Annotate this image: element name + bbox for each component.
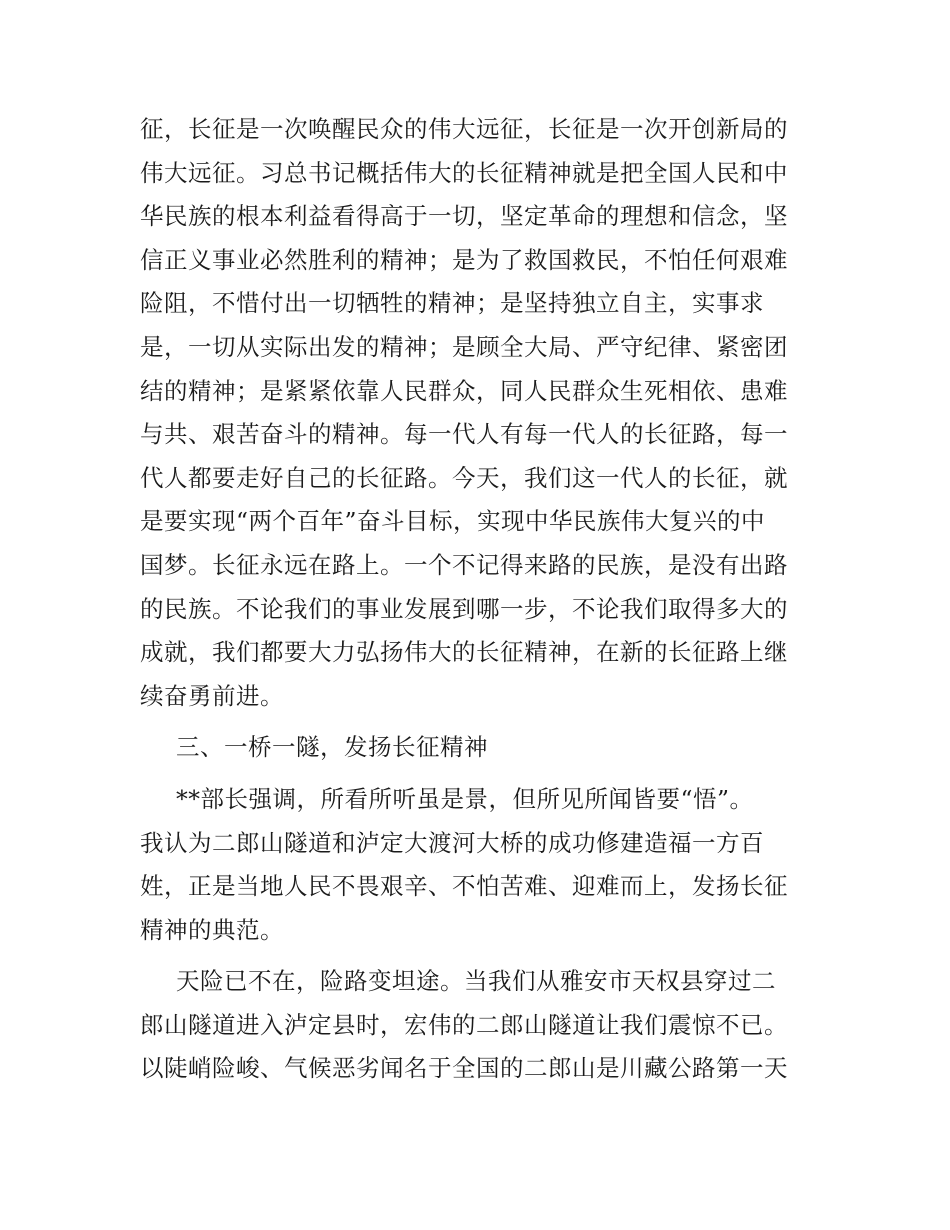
text-line: 是，一切从实际出发的精神；是顾全大局、严守纪律、紧密团 xyxy=(140,332,788,361)
paragraph-spacer xyxy=(140,718,812,726)
text-line: 姓，正是当地人民不畏艰辛、不怕苦难、迎难而上，发扬长征 xyxy=(140,872,788,901)
text-line: 天险已不在，险路变坦途。当我们从雅安市天权县穿过二 xyxy=(176,967,776,996)
text-line: 国梦。长征永远在路上。一个不记得来路的民族，是没有出路 xyxy=(140,550,788,579)
text-line: 以陡峭险峻、气候恶劣闻名于全国的二郎山是川藏公路第一天 xyxy=(140,1054,788,1083)
document-body xyxy=(140,108,812,1091)
paragraph-minister-remarks xyxy=(140,778,812,952)
text-line: 的民族。不论我们的事业发展到哪一步，不论我们取得多大的 xyxy=(140,594,788,623)
section-heading xyxy=(140,726,812,770)
text-line: 征，长征是一次唤醒民众的伟大远征，长征是一次开创新局的 xyxy=(140,115,788,143)
text-line: 我认为二郎山隧道和泸定大渡河大桥的成功修建造福一方百 xyxy=(140,828,764,857)
paragraph-spacer xyxy=(140,770,812,778)
text-line: **部长强调，所看所听虽是景，但所见所闻皆要“悟”。 xyxy=(176,784,754,813)
text-line: 与共、艰苦奋斗的精神。每一代人有每一代人的长征路，每一 xyxy=(140,420,788,449)
text-line: 郎山隧道进入泸定县时，宏伟的二郎山隧道让我们震惊不已。 xyxy=(140,1010,788,1039)
text-line: 成就，我们都要大力弘扬伟大的长征精神，在新的长征路上继 xyxy=(140,638,788,667)
text-line: 信正义事业必然胜利的精神；是为了救国救民，不怕任何艰难 xyxy=(140,245,788,274)
paragraph-spacer xyxy=(140,952,812,960)
text-line: 精神的典范。 xyxy=(140,915,284,944)
text-line: 伟大远征。习总书记概括伟大的长征精神就是把全国人民和中 xyxy=(140,158,788,187)
text-line: 结的精神；是紧紧依靠人民群众，同人民群众生死相依、患难 xyxy=(140,376,788,405)
text-line: 是要实现“两个百年”奋斗目标，实现中华民族伟大复兴的中 xyxy=(140,507,766,536)
text-line: 华民族的根本利益看得高于一切，坚定革命的理想和信念，坚 xyxy=(140,202,788,231)
heading-text: 三、一桥一隧，发扬长征精神 xyxy=(176,733,488,762)
text-line: 代人都要走好自己的长征路。今天，我们这一代人的长征，就 xyxy=(140,463,788,492)
text-line: 续奋勇前进。 xyxy=(140,681,284,710)
paragraph-erlangshan-tunnel xyxy=(140,960,812,1091)
text-line: 险阻，不惜付出一切牺牲的精神；是坚持独立自主，实事求 xyxy=(140,289,764,318)
paragraph-long-march-spirit xyxy=(140,108,812,718)
